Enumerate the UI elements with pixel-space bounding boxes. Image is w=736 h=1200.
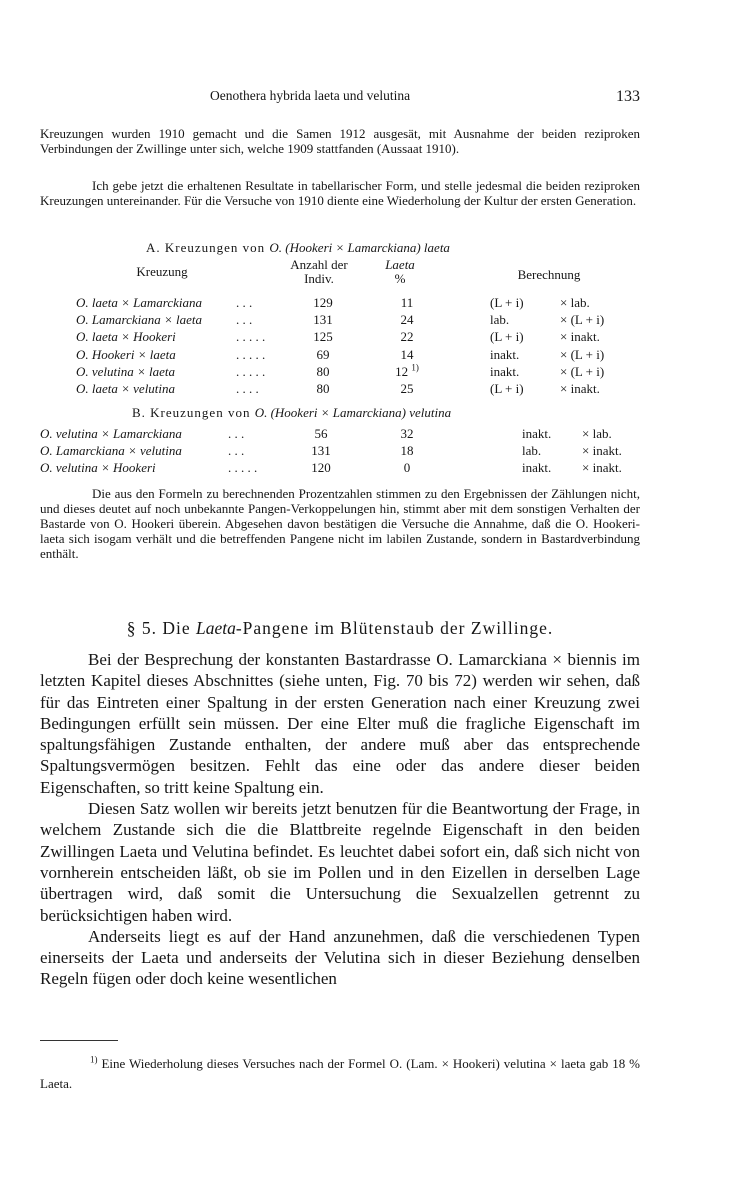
individual-count-cell: 125 [313,329,333,345]
laeta-percent-cell: 22 [400,329,414,345]
spacer-cell [446,442,522,459]
leader-dots: . . . . . [228,460,258,476]
running-header [40,88,640,108]
section-number: § 5. [126,618,157,638]
footnote-paragraph [40,1054,640,1094]
results-intro-text: Ich gebe jetzt die erhaltenen Resultate in tabellarischer Form, und stelle jedesmal die beiden reziproken Kreuzungen untereinander. Für die Versuche von 1910 diente eine Wiederholung der Kultur der ersten Generation. [40,178,640,208]
laeta-percent-cell: 0 [403,460,411,476]
individual-count-cell: 131 [313,312,333,328]
spacer-cell [446,425,522,442]
spacer-cell [446,346,490,363]
formula-first-cell: lab. [522,443,542,459]
table-a-caption-formula: O. (Hookeri × Lamarckiana) laeta [269,240,450,255]
laeta-percent-cell: 32 [400,426,414,442]
laeta-percent-cell: 25 [400,381,414,397]
table-a-body [76,294,640,397]
formula-first-cell: inakt. [490,363,520,379]
table-row [76,346,640,363]
table-row [76,294,640,311]
spacer-cell [446,380,490,397]
col-header-anzahl [276,258,362,286]
formula-first-cell: (L + i) [490,381,524,397]
formula-first-cell: inakt. [522,426,552,442]
table-b-caption-formula: O. (Hookeri × Lamarckiana) velutina [254,405,452,420]
section-title-post: -Pangene im Blütenstaub der Zwillinge. [235,618,554,638]
running-title: Oenothera hybrida laeta und velutina [210,88,411,103]
spacer-cell [446,459,522,476]
formula-second-cell: × inakt. [582,443,622,459]
table-row [76,328,640,345]
table-b [40,425,662,477]
formula-first-cell: inakt. [490,346,520,362]
section-title-pre: Die [162,618,196,638]
spacer-cell [446,363,490,380]
leader-dots: . . . [228,443,245,459]
laeta-percent-cell: 24 [400,312,414,328]
cross-cell: O. Lamarckiana × velutina [40,443,182,459]
body-paragraph: Bei der Besprechung der konstanten Bastardrasse O. Lamarckiana × biennis im letzten Kapitel dieses Abschnittes (siehe unten, Fig. 70 bis 72) werden wir sehen, daß für das Eintreten einer Spaltung in der ersten Generation nach einer Kreuzung zwei Bedingungen erfüllt sein müssen. Der eine Elter muß die fragliche Eigenschaft im spaltungsfähigen Zustande enthalten, der andere muß aber das entsprechende Spaltungsvermögen besitzen. Fehlt das eine oder das andere dieser beiden Eigenschaften, so tritt keine Spaltung ein. [40,650,640,797]
formula-first-cell: lab. [490,312,510,328]
table-row [40,425,662,442]
individual-count-cell: 56 [314,426,328,442]
leader-dots: . . . . . [236,363,266,379]
formula-second-cell: × lab. [582,426,612,442]
leader-dots: . . . [236,295,253,311]
leader-dots: . . . . . [236,329,266,345]
laeta-percent-cell: 18 [400,443,414,459]
formula-second-cell: × inakt. [582,460,622,476]
col-header-anzahl-line1: Anzahl der [290,257,348,272]
footnote-divider [40,1040,118,1041]
individual-count-cell: 131 [311,443,331,459]
laeta-percent-cell: 11 [400,295,414,311]
formula-second-cell: × (L + i) [560,312,605,328]
spacer-cell [446,311,490,328]
table-row [76,311,640,328]
spacer-cell [446,294,490,311]
formula-second-cell: × (L + i) [560,346,605,362]
table-row [76,380,640,397]
table-a-caption [146,240,450,256]
table-a [76,294,640,397]
laeta-percent-cell [368,363,446,380]
leader-dots: . . . . . [236,346,266,362]
leader-dots: . . . . [236,381,259,397]
footnote [40,1054,640,1094]
col-header-anzahl-line2: Indiv. [304,271,334,286]
body-paragraph: Anderseits liegt es auf der Hand anzunehmen, daß die verschiedenen Typen einerseits der Laeta und anderseits der Velutina sich in dieser Beziehung denselben Regeln fügen oder doch keine wesentlichen [40,926,640,989]
individual-count-cell: 120 [311,460,331,476]
intro-text: Kreuzungen wurden 1910 gemacht und die Samen 1912 ausgesät, mit Ausnahme der beiden reziproken Verbindungen der Zwillinge unter sich, welche 1909 stattfanden (Aussaat 1910). [40,126,640,156]
col-header-laeta-line1: Laeta [385,257,415,272]
table-row [76,363,640,380]
section-title-italic: Laeta [195,618,236,638]
laeta-percent-cell: 14 [400,346,414,362]
formula-second-cell: × inakt. [560,329,600,345]
formula-second-cell: × (L + i) [560,363,605,379]
cross-cell: O. velutina × Lamarckiana [40,426,182,442]
cross-cell: O. velutina × Hookeri [40,460,156,476]
intro-paragraph [40,126,640,156]
cross-cell: O. Hookeri × laeta [76,346,176,362]
individual-count-cell: 80 [316,381,330,397]
individual-count-cell: 129 [313,295,333,311]
body-paragraph: Diesen Satz wollen wir bereits jetzt benutzen für die Beantwortung der Frage, in welchem Zustande sich die die Blattbreite regelnde Eigenschaft in den beiden Zwillingen Laeta und Velutina befindet. Es leuchtet dabei sofort ein, daß sich nicht von vornherein entscheiden läßt, ob sie im Pollen und in den Eizellen in derselben Lage übertragen wird, daß somit die Untersuchung die Sexualzellen getrennt zu berücksichtigen haben wird. [40,799,640,925]
section-heading [40,618,640,639]
cross-cell: O. velutina × laeta [76,363,176,379]
table-a-caption-prefix: A. Kreuzungen von [146,240,270,255]
leader-dots: . . . [228,426,245,442]
cross-cell: O. laeta × velutina [76,381,176,397]
cross-cell: O. laeta × Hookeri [76,329,176,345]
discussion-text: Die aus den Formeln zu berechnenden Prozentzahlen stimmen zu den Ergebnissen der Zählungen nicht, und dieses deutet auf noch unbekannte Pangen-Verkoppelungen hin, stimmt aber mit dem sonstigen Verhalten der Bastarde von O. Hookeri überein. Abgesehen davon bestätigen die Versuche die Annahme, daß die O. Hookeri-laeta sich isogam verhält und die betreffenden Pangene nicht im labilen Zustande, sondern in Bastardverbindung enthält. [40,486,640,561]
results-intro-paragraph [40,178,640,208]
col-header-laeta [380,258,420,286]
individual-count-cell: 69 [316,346,330,362]
formula-first-cell: (L + i) [490,329,524,345]
col-header-kreuzung: Kreuzung [136,264,188,279]
spacer-cell [446,328,490,345]
footnote-mark: 1) [90,1054,98,1065]
formula-first-cell: (L + i) [490,295,524,311]
formula-second-cell: × lab. [560,295,590,311]
formula-first-cell: inakt. [522,460,552,476]
table-b-caption [132,405,451,421]
cross-cell: O. Lamarckiana × laeta [76,312,203,328]
body-text [40,649,640,990]
table-b-body [40,425,662,477]
col-header-laeta-line2: % [394,271,406,286]
individual-count-cell: 80 [316,363,330,379]
cross-cell: O. laeta × Lamarckiana [76,295,203,311]
formula-second-cell: × inakt. [560,381,600,397]
discussion-paragraph [40,486,640,561]
table-row [40,442,662,459]
footnote-reference: 1) [411,362,419,373]
laeta-percent-value: 12 [395,363,409,379]
table-b-caption-prefix: B. Kreuzungen von [132,405,255,420]
page-number: 133 [616,88,640,105]
col-header-berechnung: Berechnung [517,267,581,282]
footnote-text: Eine Wiederholung dieses Versuches nach der Formel O. (Lam. × Hookeri) velutina × laeta gab 18 % Laeta. [40,1056,641,1091]
leader-dots: . . . [236,312,253,328]
table-row [40,459,662,476]
